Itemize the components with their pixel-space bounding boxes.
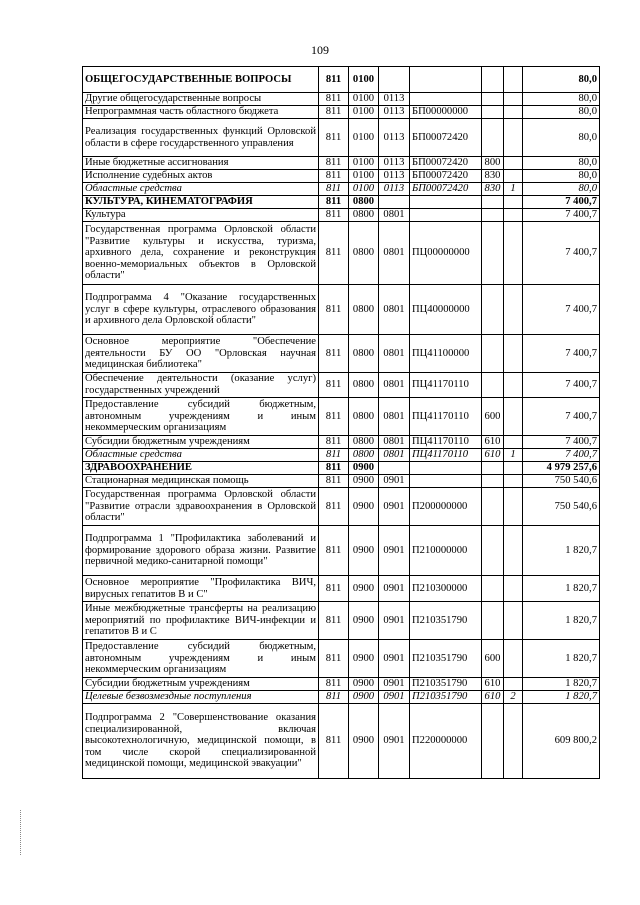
row-csr <box>410 209 482 222</box>
row-gr: 811 <box>319 704 349 779</box>
row-pr: 0801 <box>379 373 410 398</box>
row-sum: 1 820,7 <box>523 678 600 691</box>
row-csr: ПЦ41170110 <box>410 449 482 462</box>
row-name: Государственная программа Орловской области "Развитие культуры и искусства, туризма, архивного дела, сохранение и реконструкция военно-мемориальных объектов в Орловской области" <box>83 222 319 285</box>
row-pr: 0801 <box>379 398 410 436</box>
table-row <box>83 475 600 488</box>
row-rz: 0800 <box>349 222 379 285</box>
row-sum: 7 400,7 <box>523 196 600 209</box>
table-row <box>83 640 600 678</box>
row-src <box>504 602 523 640</box>
row-csr: П210000000 <box>410 526 482 576</box>
row-vr <box>482 475 504 488</box>
page-number: 109 <box>311 43 329 57</box>
row-src: 1 <box>504 183 523 196</box>
row-sum: 80,0 <box>523 170 600 183</box>
row-rz: 0800 <box>349 373 379 398</box>
row-csr: БП00072420 <box>410 183 482 196</box>
row-sum: 80,0 <box>523 106 600 119</box>
row-gr: 811 <box>319 449 349 462</box>
row-pr: 0801 <box>379 335 410 373</box>
scan-edge-marks <box>20 810 23 855</box>
row-csr: П220000000 <box>410 704 482 779</box>
row-vr: 830 <box>482 183 504 196</box>
row-pr: 0801 <box>379 285 410 335</box>
row-rz: 0900 <box>349 488 379 526</box>
row-pr: 0113 <box>379 106 410 119</box>
row-rz: 0800 <box>349 436 379 449</box>
row-sum: 1 820,7 <box>523 526 600 576</box>
row-sum: 4 979 257,6 <box>523 462 600 475</box>
table-row <box>83 576 600 602</box>
row-csr: П200000000 <box>410 488 482 526</box>
table-row <box>83 462 600 475</box>
row-vr <box>482 373 504 398</box>
row-sum: 7 400,7 <box>523 209 600 222</box>
table-row <box>83 106 600 119</box>
row-src <box>504 209 523 222</box>
row-src <box>504 678 523 691</box>
row-src <box>504 436 523 449</box>
row-name: Подпрограмма 4 "Оказание государственных услуг в сфере культуры, отраслевого образования и архивного дела Орловской области" <box>83 285 319 335</box>
row-vr <box>482 209 504 222</box>
row-pr: 0901 <box>379 475 410 488</box>
row-csr <box>410 93 482 106</box>
table-row <box>83 119 600 157</box>
row-csr: П210351790 <box>410 678 482 691</box>
row-name: Непрограммная часть областного бюджета <box>83 106 319 119</box>
row-gr: 811 <box>319 462 349 475</box>
row-rz: 0100 <box>349 119 379 157</box>
table-row <box>83 67 600 93</box>
row-vr <box>482 576 504 602</box>
row-csr <box>410 462 482 475</box>
row-sum: 1 820,7 <box>523 576 600 602</box>
row-gr: 811 <box>319 106 349 119</box>
budget-table <box>82 66 600 779</box>
row-name: Подпрограмма 1 "Профилактика заболеваний и формирование здорового образа жизни. Развитие первичной медико-санитарной помощи" <box>83 526 319 576</box>
table-row <box>83 602 600 640</box>
row-rz: 0900 <box>349 475 379 488</box>
row-name: Исполнение судебных актов <box>83 170 319 183</box>
row-rz: 0100 <box>349 93 379 106</box>
row-gr: 811 <box>319 67 349 93</box>
row-src <box>504 106 523 119</box>
row-src <box>504 93 523 106</box>
row-gr: 811 <box>319 640 349 678</box>
row-rz: 0900 <box>349 704 379 779</box>
row-gr: 811 <box>319 526 349 576</box>
row-vr <box>482 106 504 119</box>
row-vr: 600 <box>482 398 504 436</box>
row-gr: 811 <box>319 691 349 704</box>
row-vr <box>482 602 504 640</box>
row-gr: 811 <box>319 285 349 335</box>
row-rz: 0900 <box>349 678 379 691</box>
row-name: Культура <box>83 209 319 222</box>
row-src <box>504 222 523 285</box>
row-pr: 0901 <box>379 488 410 526</box>
row-sum: 750 540,6 <box>523 475 600 488</box>
row-sum: 80,0 <box>523 93 600 106</box>
row-gr: 811 <box>319 93 349 106</box>
row-pr: 0901 <box>379 691 410 704</box>
row-sum: 609 800,2 <box>523 704 600 779</box>
row-rz: 0100 <box>349 183 379 196</box>
table-row <box>83 488 600 526</box>
row-sum: 80,0 <box>523 67 600 93</box>
row-gr: 811 <box>319 170 349 183</box>
row-vr <box>482 704 504 779</box>
row-gr: 811 <box>319 196 349 209</box>
row-csr: ПЦ41100000 <box>410 335 482 373</box>
budget-table-body <box>83 67 600 779</box>
row-name: Иные межбюджетные трансферты на реализацию мероприятий по профилактике ВИЧ-инфекции и гепатитов В и С <box>83 602 319 640</box>
row-vr: 600 <box>482 640 504 678</box>
row-src <box>504 285 523 335</box>
row-src: 2 <box>504 691 523 704</box>
row-csr: БП00000000 <box>410 106 482 119</box>
row-pr: 0801 <box>379 436 410 449</box>
row-csr: БП00072420 <box>410 119 482 157</box>
row-csr: БП00072420 <box>410 157 482 170</box>
row-src <box>504 462 523 475</box>
row-pr: 0901 <box>379 678 410 691</box>
row-rz: 0900 <box>349 462 379 475</box>
row-pr: 0901 <box>379 640 410 678</box>
row-csr: ПЦ41170110 <box>410 436 482 449</box>
row-gr: 811 <box>319 119 349 157</box>
row-sum: 7 400,7 <box>523 449 600 462</box>
row-src <box>504 170 523 183</box>
row-csr: П210351790 <box>410 691 482 704</box>
table-row <box>83 183 600 196</box>
row-pr: 0901 <box>379 704 410 779</box>
row-src <box>504 488 523 526</box>
row-rz: 0100 <box>349 67 379 93</box>
row-name: Основное мероприятие "Обеспечение деятельности БУ ОО "Орловская научная медицинская библиотека" <box>83 335 319 373</box>
row-src <box>504 373 523 398</box>
row-gr: 811 <box>319 209 349 222</box>
row-rz: 0100 <box>349 157 379 170</box>
row-csr: П210351790 <box>410 640 482 678</box>
row-rz: 0900 <box>349 526 379 576</box>
row-vr: 800 <box>482 157 504 170</box>
row-src: 1 <box>504 449 523 462</box>
row-name: Субсидии бюджетным учреждениям <box>83 436 319 449</box>
row-csr <box>410 475 482 488</box>
row-pr: 0113 <box>379 157 410 170</box>
row-rz: 0800 <box>349 209 379 222</box>
row-vr <box>482 119 504 157</box>
row-pr: 0901 <box>379 526 410 576</box>
row-gr: 811 <box>319 398 349 436</box>
row-pr: 0901 <box>379 576 410 602</box>
row-name: Предоставление субсидий бюджетным, автономным учреждениям и иным некоммерческим организациям <box>83 640 319 678</box>
row-sum: 80,0 <box>523 119 600 157</box>
row-vr <box>482 67 504 93</box>
row-name: Целевые безвозмездные поступления <box>83 691 319 704</box>
row-src <box>504 576 523 602</box>
row-vr <box>482 285 504 335</box>
row-pr <box>379 462 410 475</box>
row-vr <box>482 222 504 285</box>
row-src <box>504 157 523 170</box>
row-vr: 610 <box>482 449 504 462</box>
row-csr: ПЦ41170110 <box>410 398 482 436</box>
row-name: ОБЩЕГОСУДАРСТВЕННЫЕ ВОПРОСЫ <box>83 67 319 93</box>
table-row <box>83 678 600 691</box>
row-pr: 0801 <box>379 209 410 222</box>
row-name: Областные средства <box>83 449 319 462</box>
row-src <box>504 119 523 157</box>
table-row <box>83 209 600 222</box>
row-rz: 0900 <box>349 691 379 704</box>
table-row <box>83 170 600 183</box>
row-pr: 0801 <box>379 222 410 285</box>
row-pr <box>379 196 410 209</box>
row-pr: 0113 <box>379 183 410 196</box>
row-vr <box>482 196 504 209</box>
row-vr: 610 <box>482 436 504 449</box>
row-pr: 0113 <box>379 93 410 106</box>
row-rz: 0800 <box>349 196 379 209</box>
row-name: Областные средства <box>83 183 319 196</box>
row-csr: П210300000 <box>410 576 482 602</box>
row-pr: 0901 <box>379 602 410 640</box>
row-name: КУЛЬТУРА, КИНЕМАТОГРАФИЯ <box>83 196 319 209</box>
row-src <box>504 526 523 576</box>
table-row <box>83 157 600 170</box>
row-pr: 0113 <box>379 170 410 183</box>
row-name: Государственная программа Орловской области "Развитие отрасли здравоохранения в Орловской области" <box>83 488 319 526</box>
row-gr: 811 <box>319 678 349 691</box>
row-src <box>504 196 523 209</box>
row-src <box>504 475 523 488</box>
row-gr: 811 <box>319 335 349 373</box>
table-row <box>83 222 600 285</box>
row-pr <box>379 67 410 93</box>
row-gr: 811 <box>319 602 349 640</box>
row-name: Субсидии бюджетным учреждениям <box>83 678 319 691</box>
row-vr: 610 <box>482 691 504 704</box>
row-gr: 811 <box>319 488 349 526</box>
table-row <box>83 449 600 462</box>
table-row <box>83 526 600 576</box>
row-src <box>504 640 523 678</box>
table-row <box>83 398 600 436</box>
table-row <box>83 335 600 373</box>
row-sum: 7 400,7 <box>523 373 600 398</box>
row-sum: 80,0 <box>523 157 600 170</box>
row-sum: 80,0 <box>523 183 600 196</box>
row-name: ЗДРАВООХРАНЕНИЕ <box>83 462 319 475</box>
row-sum: 750 540,6 <box>523 488 600 526</box>
row-vr <box>482 93 504 106</box>
row-sum: 1 820,7 <box>523 640 600 678</box>
row-name: Реализация государственных функций Орловской области в сфере государственного управления <box>83 119 319 157</box>
row-rz: 0800 <box>349 285 379 335</box>
row-csr <box>410 67 482 93</box>
row-name: Основное мероприятие "Профилактика ВИЧ, вирусных гепатитов В и С" <box>83 576 319 602</box>
table-row <box>83 436 600 449</box>
row-rz: 0800 <box>349 335 379 373</box>
row-sum: 7 400,7 <box>523 222 600 285</box>
row-sum: 7 400,7 <box>523 335 600 373</box>
table-row <box>83 285 600 335</box>
row-name: Подпрограмма 2 "Совершенствование оказания специализированной, включая высокотехнологичную, медицинской помощи, в том числе скорой специализированной медицинской помощи, медицинской эвакуации" <box>83 704 319 779</box>
table-row <box>83 196 600 209</box>
row-gr: 811 <box>319 475 349 488</box>
row-sum: 1 820,7 <box>523 602 600 640</box>
row-rz: 0800 <box>349 398 379 436</box>
row-vr: 830 <box>482 170 504 183</box>
row-vr <box>482 462 504 475</box>
row-csr: П210351790 <box>410 602 482 640</box>
row-gr: 811 <box>319 576 349 602</box>
row-gr: 811 <box>319 222 349 285</box>
row-name: Обеспечение деятельности (оказание услуг) государственных учреждений <box>83 373 319 398</box>
row-sum: 1 820,7 <box>523 691 600 704</box>
row-csr: ПЦ41170110 <box>410 373 482 398</box>
row-src <box>504 67 523 93</box>
row-gr: 811 <box>319 373 349 398</box>
row-name: Предоставление субсидий бюджетным, автономным учреждениям и иным некоммерческим организациям <box>83 398 319 436</box>
table-row <box>83 691 600 704</box>
row-csr: БП00072420 <box>410 170 482 183</box>
row-rz: 0100 <box>349 106 379 119</box>
row-csr: ПЦ40000000 <box>410 285 482 335</box>
row-name: Стационарная медицинская помощь <box>83 475 319 488</box>
row-vr <box>482 335 504 373</box>
row-sum: 7 400,7 <box>523 398 600 436</box>
row-rz: 0900 <box>349 640 379 678</box>
row-rz: 0800 <box>349 449 379 462</box>
row-name: Иные бюджетные ассигнования <box>83 157 319 170</box>
row-pr: 0801 <box>379 449 410 462</box>
row-rz: 0100 <box>349 170 379 183</box>
row-name: Другие общегосударственные вопросы <box>83 93 319 106</box>
table-row <box>83 704 600 779</box>
row-vr <box>482 488 504 526</box>
table-row <box>83 373 600 398</box>
table-row <box>83 93 600 106</box>
row-csr <box>410 196 482 209</box>
row-src <box>504 398 523 436</box>
row-gr: 811 <box>319 436 349 449</box>
row-vr: 610 <box>482 678 504 691</box>
row-sum: 7 400,7 <box>523 285 600 335</box>
row-rz: 0900 <box>349 602 379 640</box>
row-pr: 0113 <box>379 119 410 157</box>
row-gr: 811 <box>319 157 349 170</box>
row-rz: 0900 <box>349 576 379 602</box>
row-sum: 7 400,7 <box>523 436 600 449</box>
row-gr: 811 <box>319 183 349 196</box>
row-src <box>504 704 523 779</box>
row-src <box>504 335 523 373</box>
row-csr: ПЦ00000000 <box>410 222 482 285</box>
row-vr <box>482 526 504 576</box>
